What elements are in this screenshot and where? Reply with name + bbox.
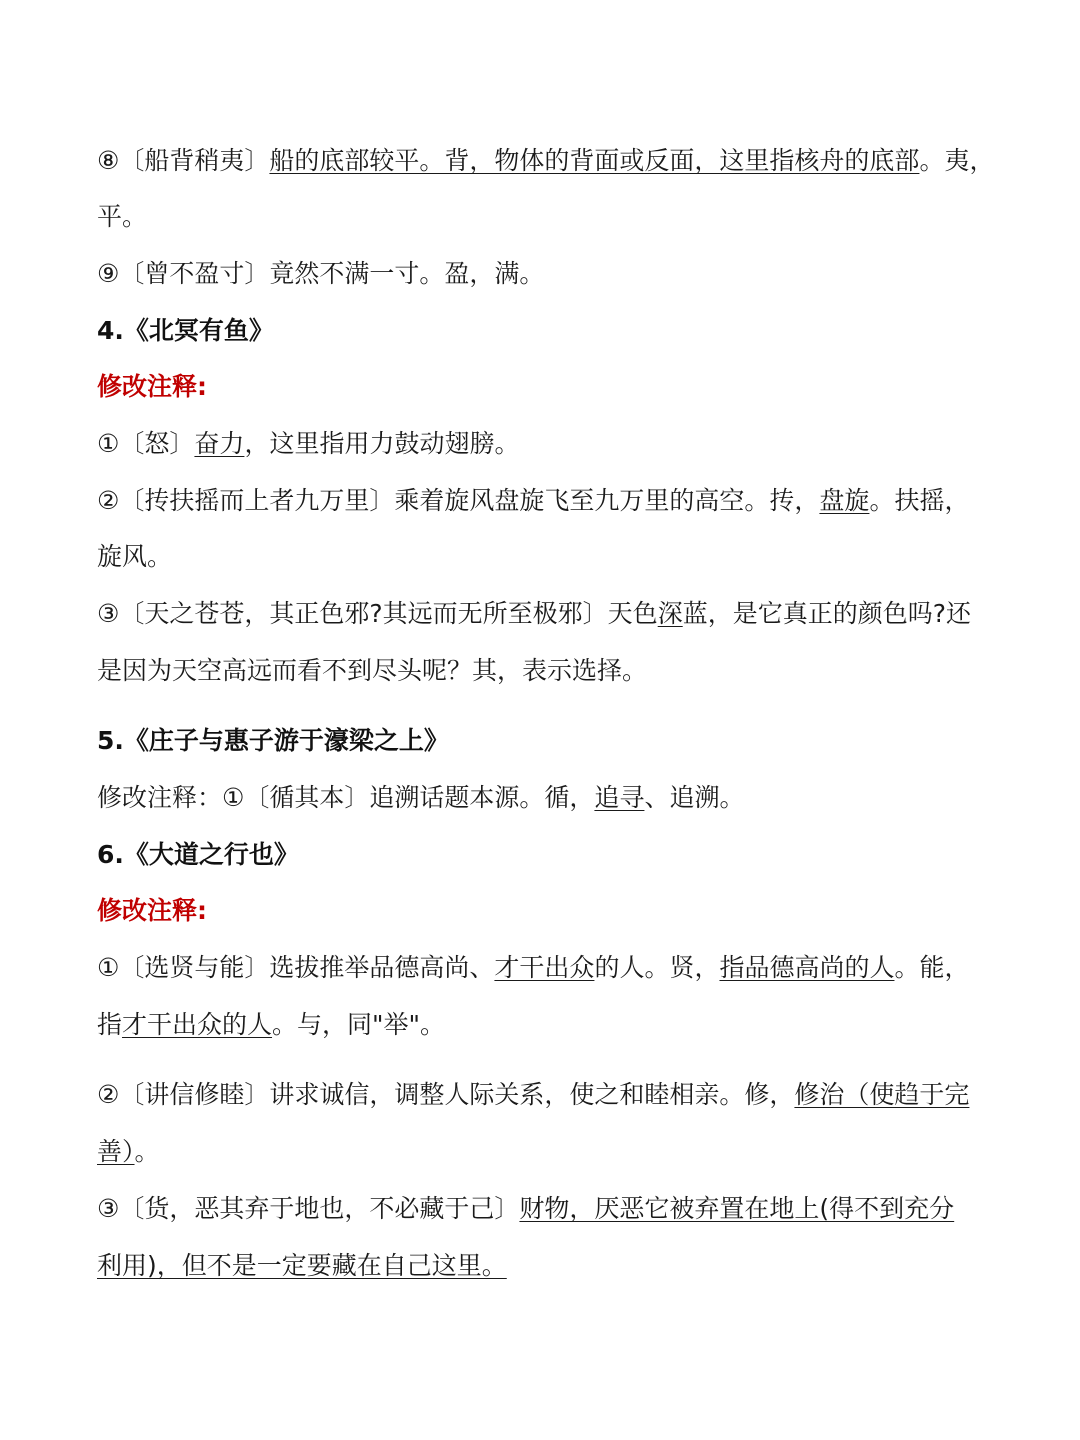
- sec4-item-3-rest: 蓝，是它真正的颜色吗?还: [682, 599, 971, 628]
- sec4-item-2-line-1: [97, 484, 997, 518]
- sec4-item-2-text: ②〔抟扶摇而上者九万里〕乘着旋风盘旋飞至九万里的高空。抟，: [97, 486, 820, 515]
- sec4-item-2-rest: 。扶摇，: [869, 486, 970, 515]
- sec5-note-rest: 、追溯。: [644, 783, 745, 812]
- note-8-underlined: 船的底部较平。背，物体的背面或反面，这里指核舟的底部: [269, 146, 920, 175]
- sec4-item-1-rest: ，这里指用力鼓动翅膀。: [244, 429, 520, 458]
- sec6-item-3-line-1: [97, 1192, 997, 1226]
- sec6-item-2-underlined: 修治（使趋于完: [794, 1080, 970, 1109]
- sec4-item-2-underlined: 盘旋: [819, 486, 870, 515]
- sec6-item-2-line-1: [97, 1078, 997, 1112]
- section-5-title: 5.《庄子与惠子游于濠梁之上》: [97, 726, 449, 755]
- note-8-line-1: [97, 144, 997, 178]
- sec6-item-2-end: 。: [134, 1137, 160, 1166]
- sec6-item-2-text: ②〔讲信修睦〕讲求诚信，调整人际关系，使之和睦相亲。修，: [97, 1080, 795, 1109]
- sec4-item-3-cont: 是因为天空高远而看不到尽头呢？其，表示选择。: [97, 656, 648, 685]
- note-8-rest: 。夷，: [919, 146, 995, 175]
- sec6-item-1-cont: 指: [97, 1010, 123, 1039]
- sec5-note: [97, 781, 997, 815]
- section-4-label: 修改注释:: [97, 372, 207, 401]
- sec4-item-2-line-2: [97, 540, 997, 574]
- sec6-item-1-line-2: [97, 1008, 997, 1042]
- section-4-title: 4.《北冥有鱼》: [97, 316, 274, 345]
- sec4-item-1: [97, 427, 997, 461]
- sec4-item-3-line-1: [97, 597, 997, 631]
- sec4-item-3-line-2: [97, 654, 997, 688]
- sec6-item-3-line-2: [97, 1249, 997, 1283]
- note-8-line-2: [97, 200, 997, 234]
- sec4-item-3-underlined: 深: [657, 599, 683, 628]
- sec6-item-1-underlined-b: 指品德高尚的人: [719, 953, 895, 982]
- note-9: [97, 257, 997, 291]
- sec6-item-1-end: 。与，同"举"。: [272, 1010, 446, 1039]
- sec6-item-3-underlined-cont: 利用)，但不是一定要藏在自己这里。: [97, 1251, 507, 1280]
- sec6-item-1-mid: 的人。贤，: [594, 953, 720, 982]
- sec6-item-1-text: ①〔选贤与能〕选拔推举品德高尚、: [97, 953, 495, 982]
- note-9-text: ⑨〔曾不盈寸〕竟然不满一寸。盈，满。: [97, 259, 545, 288]
- note-8-term: ⑧〔船背稍夷〕: [97, 146, 270, 175]
- sec6-item-1-rest: 。能，: [894, 953, 970, 982]
- sec4-item-3-text: ③〔天之苍苍，其正色邪?其远而无所至极邪〕天色: [97, 599, 658, 628]
- sec6-item-2-underlined-cont: 善）: [97, 1137, 135, 1166]
- section-6-title: 6.《大道之行也》: [97, 840, 299, 869]
- sec6-item-2-line-2: [97, 1135, 997, 1169]
- sec4-item-1-term: ①〔怒〕: [97, 429, 195, 458]
- note-8-cont: 平。: [97, 202, 148, 231]
- sec6-item-3-term: ③〔货，恶其弃于地也，不必藏于己〕: [97, 1194, 520, 1223]
- sec4-item-1-underlined: 奋力: [194, 429, 245, 458]
- sec6-item-1-line-1: [97, 951, 997, 985]
- section-6-label: 修改注释:: [97, 896, 207, 925]
- sec5-note-underlined: 追寻: [594, 783, 645, 812]
- sec6-item-1-underlined-c: 才干出众的人: [122, 1010, 273, 1039]
- sec4-item-2-cont: 旋风。: [97, 542, 173, 571]
- sec6-item-1-underlined-a: 才干出众: [494, 953, 595, 982]
- sec6-item-3-underlined: 财物，厌恶它被弃置在地上(得不到充分: [519, 1194, 955, 1223]
- sec5-note-text: 修改注释：①〔循其本〕追溯话题本源。循，: [97, 783, 595, 812]
